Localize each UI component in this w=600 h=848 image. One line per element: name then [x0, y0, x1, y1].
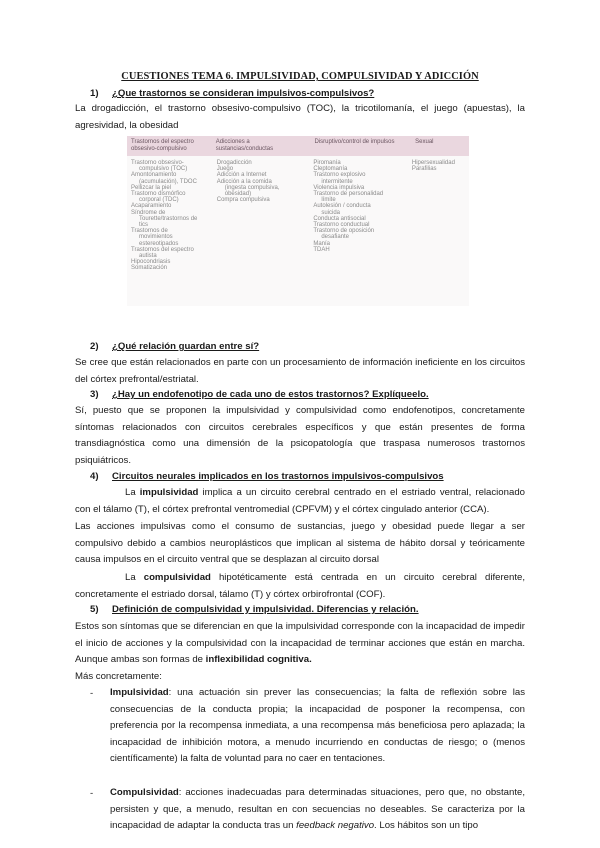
answer-5: Estos son síntomas que se diferencian en que la impulsividad corresponde con la incapacidad de impedir el inicio de acciones y la compulsividad con la incapacidad de terminar acciones que están en marcha. Aunque ambas son formas de inflexibilidad cognitiva.	[75, 621, 525, 666]
question-text: Definición de compulsividad y impulsividad. Diferencias y relación.	[112, 604, 419, 615]
bullet-impulsivity: Impulsividad: una actuación sin prever las consecuencias; la falta de reflexión sobre las consecuencias de la conducta propia; la incapacidad de posponer la recompensa, con preferencia por la recompensa inmediata, a una recompensa más beneficiosa pero aplazada; la incapacidad de inhibición motora, a menudo incurriendo en conductas de riesgo; o (menos científicamente) la falta de voluntad para no caer en tentaciones.	[110, 687, 525, 765]
question-text: ¿Que trastornos se consideran impulsivos-compulsivos?	[112, 88, 375, 99]
table-header-cell: Adicciones a sustancias/conductas	[215, 139, 274, 152]
document-title: CUESTIONES TEMA 6. IMPULSIVIDAD, COMPULSIVIDAD Y ADICCIÓN	[121, 71, 479, 82]
question-text: ¿Qué relación guardan entre sí?	[112, 341, 260, 352]
table-column-ocd: Trastorno obsesivo- compulsivo (TOC) Amontonamiento (acumulación), TDOC Pellizcar la piel Trastorno dismórfico corporal (TDC) Acaparamiento Síndrome de Tourette/trastornos de tics Trastornos de movimientos estereotipados Trastornos del espectro autista Hipocondriasis Somatización	[131, 160, 198, 272]
answer-4-impulsivity: La impulsividad implica a un circuito cerebral centrado en el estriado ventral, relacionado con el tálamo (T), el córtex prefrontal ventromedial (CPFVM) y el córtex cingulado anterior (CCA).	[75, 487, 525, 515]
question-2	[90, 341, 259, 352]
answer-3: Sí, puesto que se proponen la impulsividad y compulsividad como endofenotipos, concretamente síntomas relacionados con circuitos cerebrales específicos y que están presentes de forma transdiagnóstica como una dimensión de la psicopatología que traspasa numerosos trastornos psiquiátricos.	[75, 405, 525, 466]
bullet-marker: -	[90, 788, 94, 799]
table-column-sexual: Hipersexualidad Parafilias	[411, 160, 455, 173]
question-number: 5)	[90, 604, 99, 615]
disorders-table-image	[127, 136, 469, 306]
table-column-impulse-control: Piromanía Cleptomanía Trastorno explosivo intermitente Violencia impulsiva Trastorno de personalidad límite Autolesión / conducta suicida Conducta antisocial Trastorno conductual Trastorno de oposición desafiante Manía TDAH	[313, 160, 384, 253]
question-number: 4)	[90, 471, 99, 482]
answer-2: Se cree que están relacionados en parte con un procesamiento de información ineficiente en los circuitos del córtex prefrontal/estriatal.	[75, 357, 525, 385]
answer-4-habit: Las acciones impulsivas como el consumo de sustancias, juego y obesidad puede llegar a ser compulsivo debido a cambios neuroplásticos que implican al sistema de hábito dorsal y teóricamente causa impulsos en el circuito ventral que se desplazan al circuito dorsal	[75, 521, 525, 566]
bullet-compulsivity: Compulsividad: acciones inadecuadas para determinadas situaciones, pero que, no obstante, persisten y que, a menudo, resultan en con secuencias no deseables. Se caracteriza por la incapacidad de adaptar la conducta tras un feedback negativo. Los hábitos son un tipo	[110, 787, 525, 832]
question-1	[90, 88, 374, 99]
bullet-marker: -	[90, 688, 94, 699]
table-header-cell: Trastornos del espectro obsesivo-compulsivo	[131, 139, 194, 152]
table-column-addictions: Drogadicción Juego Adicción a Internet Adicción a la comida (ingesta compulsiva, obesidad) Compra compulsiva	[216, 160, 280, 204]
question-text: ¿Hay un endofenotipo de cada uno de estos trastornos? Explíqueelo.	[112, 389, 429, 400]
table-header-cell: Sexual	[415, 139, 434, 145]
question-number: 3)	[90, 389, 99, 400]
answer-5-intro: Más concretamente:	[75, 671, 162, 682]
answer-1: La drogadicción, el trastorno obsesivo-compulsivo (TOC), la tricotilomanía, el juego (apuestas), la agresividad, la obesidad	[75, 103, 525, 131]
question-3	[90, 389, 429, 400]
question-number: 2)	[90, 341, 99, 352]
question-text: Circuitos neurales implicados en los trastornos impulsivos-compulsivos	[112, 471, 444, 482]
table-header	[127, 136, 469, 156]
answer-4-compulsivity: La compulsividad hipotéticamente está centrada en un circuito cerebral diferente, concretamente el estriado dorsal, tálamo (T) y córtex orbirofrontal (COF).	[75, 572, 525, 600]
question-4	[90, 471, 444, 482]
question-number: 1)	[90, 88, 99, 99]
table-header-cell: Disruptivo/control de impulsos	[314, 139, 395, 145]
question-5	[90, 604, 419, 615]
